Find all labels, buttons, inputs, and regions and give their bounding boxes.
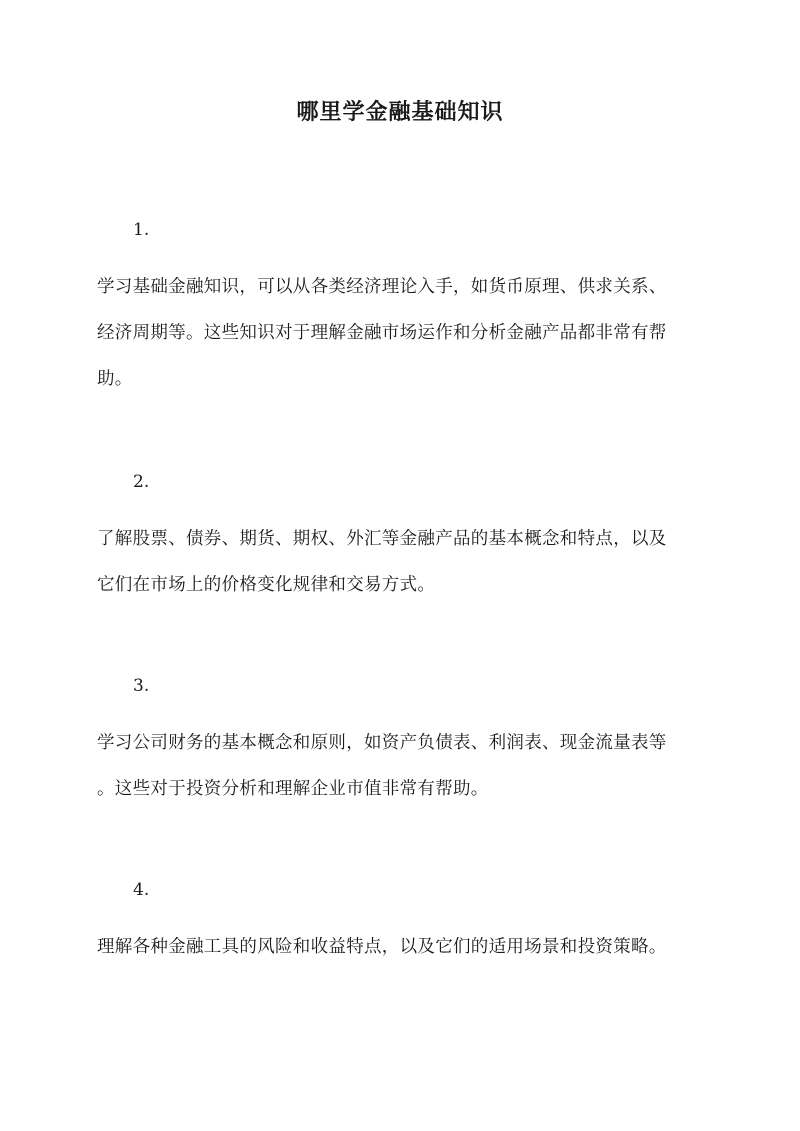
section-2 <box>97 470 707 608</box>
paragraph-line: 理解各种金融工具的风险和收益特点，以及它们的适用场景和投资策略。 <box>97 937 667 957</box>
section-number: 2. <box>133 472 150 492</box>
page-title: 哪里学金融基础知识 <box>296 99 504 125</box>
paragraph-line: 它们在市场上的价格变化规律和交易方式。 <box>97 575 436 595</box>
paragraph-line: 学习公司财务的基本概念和原则，如资产负债表、利润表、现金流量表等 <box>97 733 667 753</box>
paragraph-line: 学习基础金融知识，可以从各类经济理论入手，如货币原理、供求关系、 <box>97 277 667 297</box>
section-number: 4. <box>133 880 150 900</box>
section-number: 1. <box>133 220 150 240</box>
section-4 <box>97 878 707 970</box>
paragraph-line: 了解股票、债券、期货、期权、外汇等金融产品的基本概念和特点，以及 <box>97 529 667 549</box>
section-3 <box>97 674 707 812</box>
section-1 <box>97 218 707 402</box>
paragraph-line: 助。 <box>97 369 133 389</box>
paragraph-line: 经济周期等。这些知识对于理解金融市场运作和分析金融产品都非常有帮 <box>97 323 667 343</box>
paragraph-line: 。这些对于投资分析和理解企业市值非常有帮助。 <box>97 779 489 799</box>
section-number: 3. <box>133 676 150 696</box>
